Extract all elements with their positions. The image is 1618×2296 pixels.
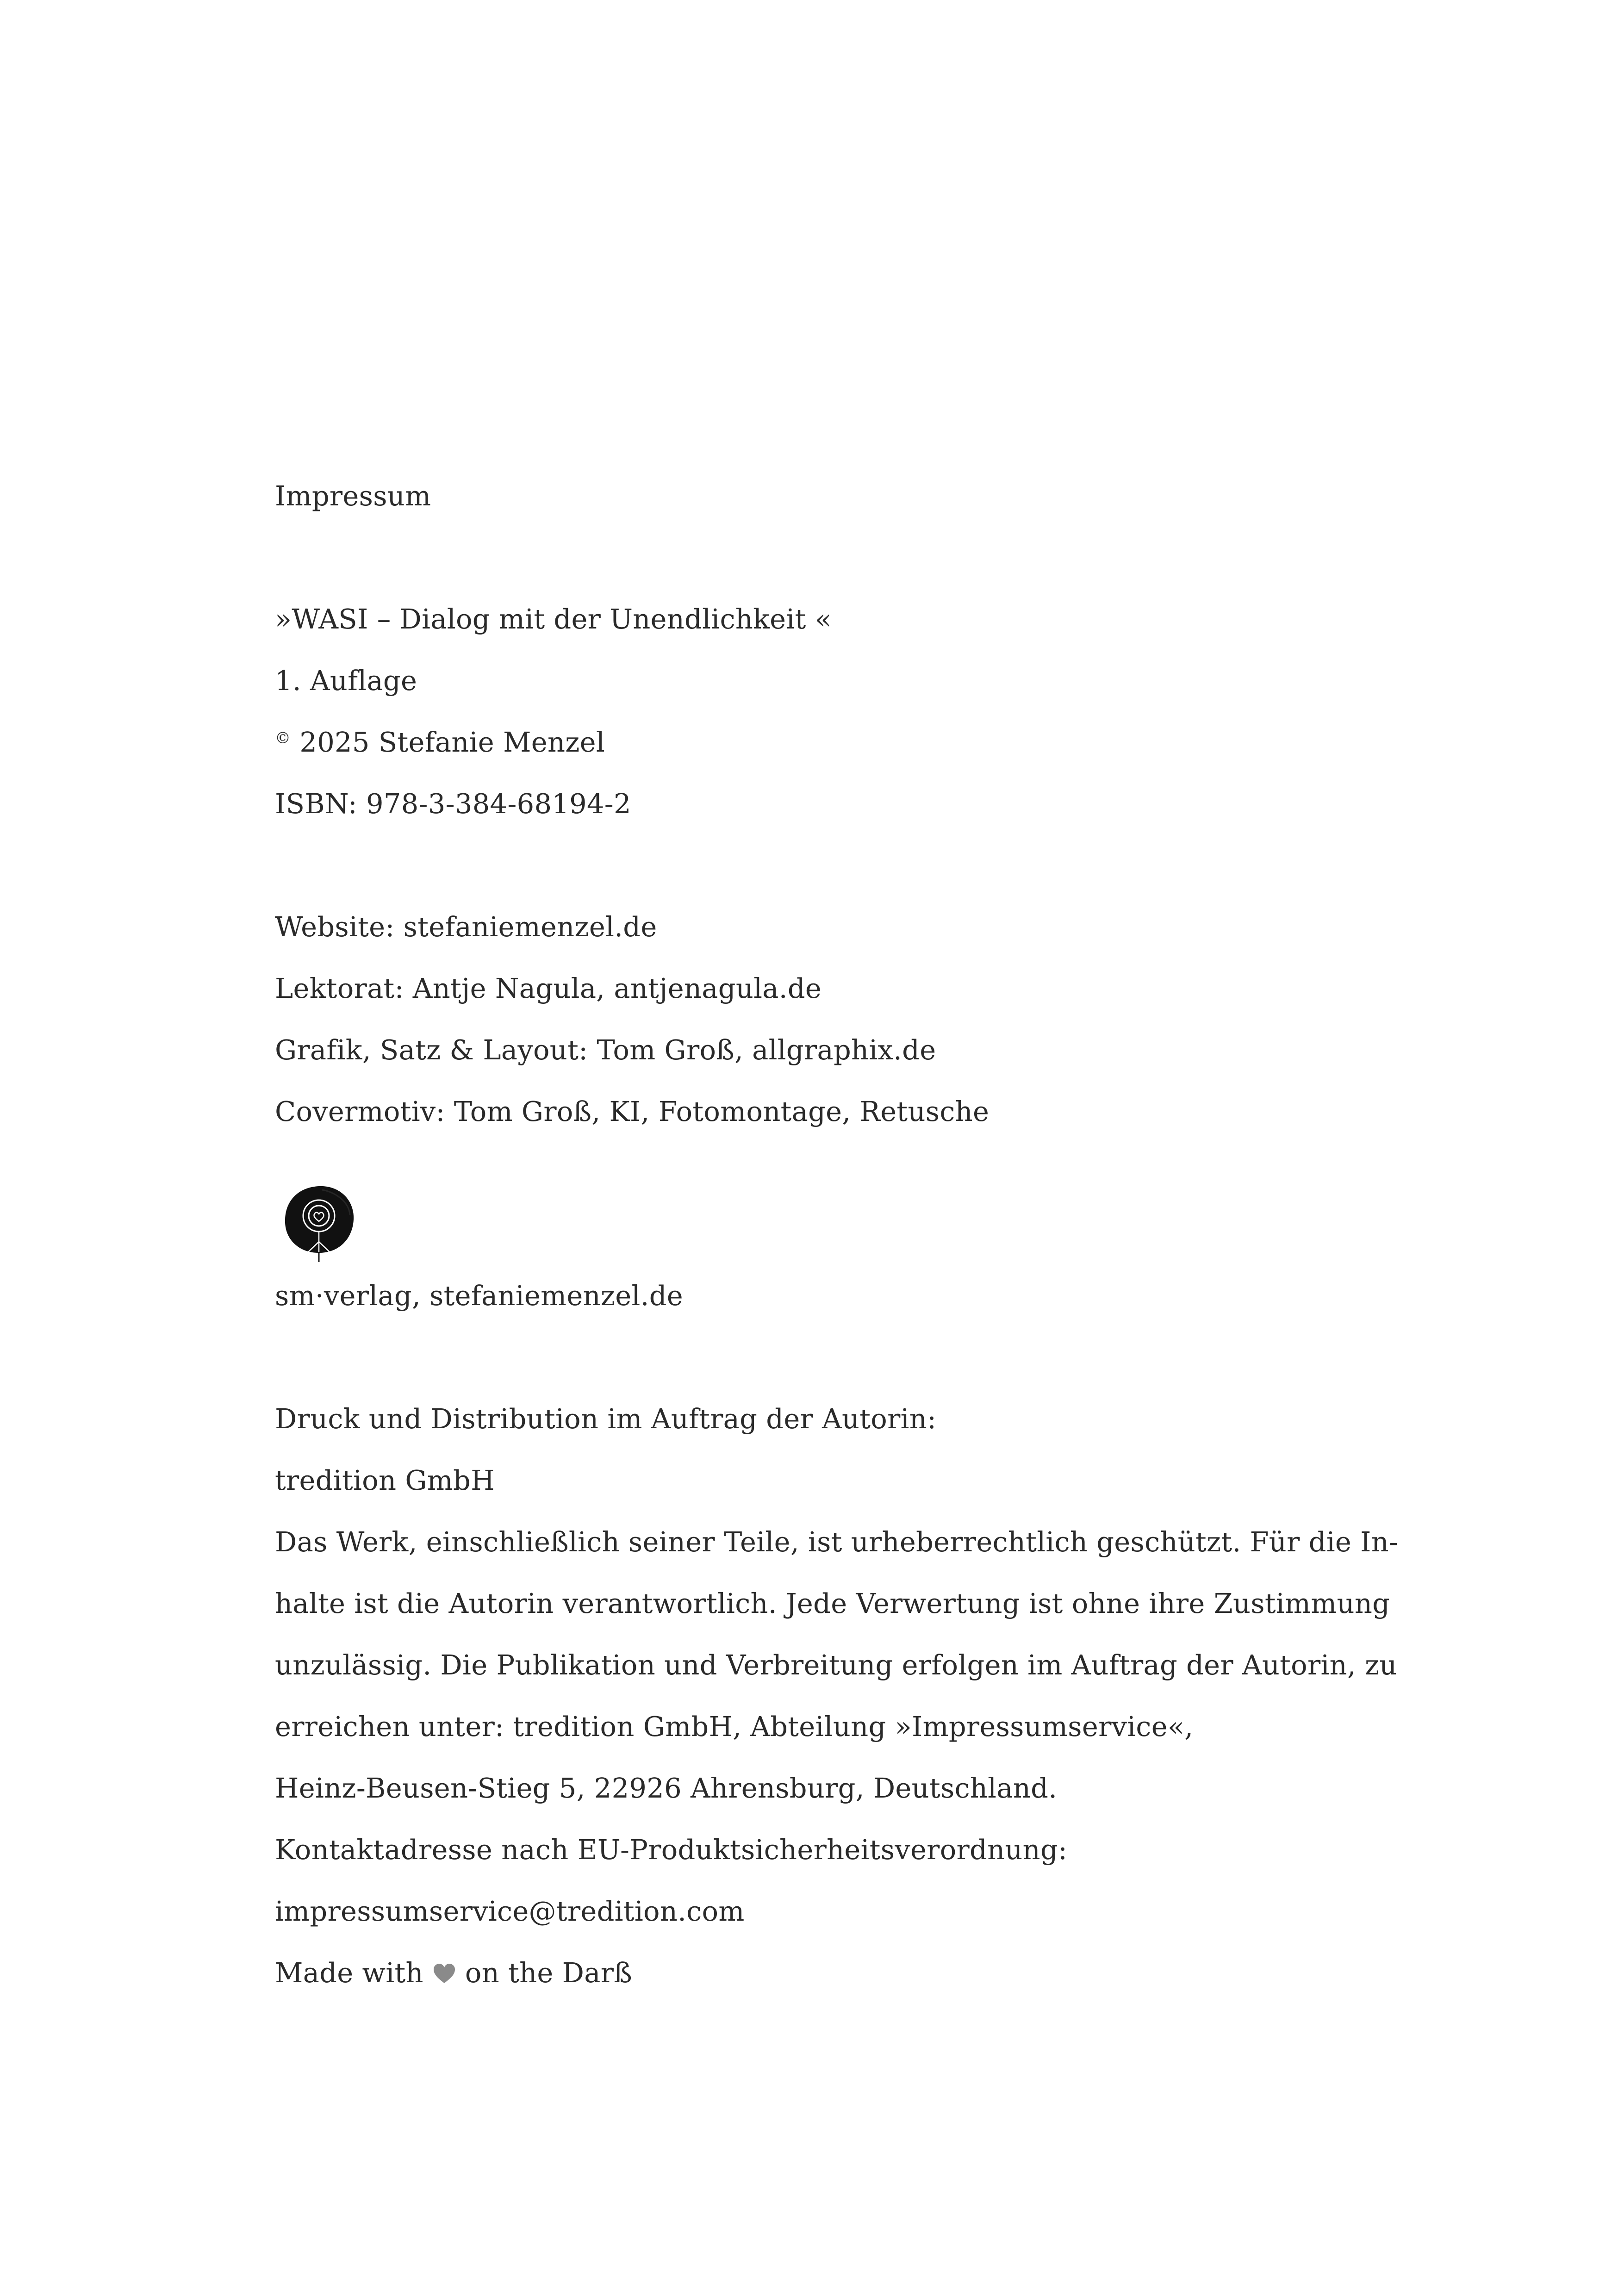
printing-line-1: Druck und Distribution im Auftrag der Autorin: bbox=[275, 1403, 937, 1435]
legal-line: erreichen unter: tredition GmbH, Abteilung »Impressumservice«, bbox=[275, 1711, 1194, 1742]
legal-line: unzulässig. Die Publikation und Verbreitung erfolgen im Auftrag der Autorin, zu bbox=[275, 1649, 1397, 1681]
grafik-credit: Grafik, Satz & Layout: Tom Groß, allgraphix.de bbox=[275, 1034, 936, 1066]
legal-line: Heinz-Beusen-Stieg 5, 22926 Ahrensburg, Deutschland. bbox=[275, 1772, 1058, 1804]
sm-verlag-logo-icon bbox=[280, 1182, 358, 1263]
lektorat-credit: Lektorat: Antje Nagula, antjenagula.de bbox=[275, 972, 822, 1004]
contact-email: impressumservice@tredition.com bbox=[275, 1895, 745, 1927]
made-with-suffix: on the Darß bbox=[456, 1957, 632, 1989]
legal-line: Kontaktadresse nach EU-Produktsicherheitsverordnung: bbox=[275, 1834, 1068, 1866]
heart-icon bbox=[432, 1963, 456, 1985]
made-with-prefix: Made with bbox=[275, 1957, 432, 1989]
copyright-symbol: © bbox=[275, 729, 291, 747]
edition: 1. Auflage bbox=[275, 665, 417, 697]
publisher-name: sm·verlag, stefaniemenzel.de bbox=[275, 1280, 684, 1312]
cover-credit: Covermotiv: Tom Groß, KI, Fotomontage, Retusche bbox=[275, 1095, 989, 1127]
book-title: »WASI – Dialog mit der Unendlichkeit « bbox=[275, 603, 832, 635]
legal-line: Das Werk, einschließlich seiner Teile, ist urheberrechtlich geschützt. Für die In- bbox=[275, 1526, 1399, 1558]
page-heading: Impressum bbox=[275, 480, 431, 512]
printing-line-2: tredition GmbH bbox=[275, 1464, 495, 1496]
copyright bbox=[275, 724, 605, 761]
legal-line: halte ist die Autorin verantwortlich. Jede Verwertung ist ohne ihre Zustimmung bbox=[275, 1587, 1390, 1619]
isbn: ISBN: 978-3-384-68194-2 bbox=[275, 788, 631, 820]
made-with-line bbox=[275, 1954, 632, 1991]
website-credit: Website: stefaniemenzel.de bbox=[275, 911, 657, 943]
copyright-text: 2025 Stefanie Menzel bbox=[291, 726, 605, 758]
